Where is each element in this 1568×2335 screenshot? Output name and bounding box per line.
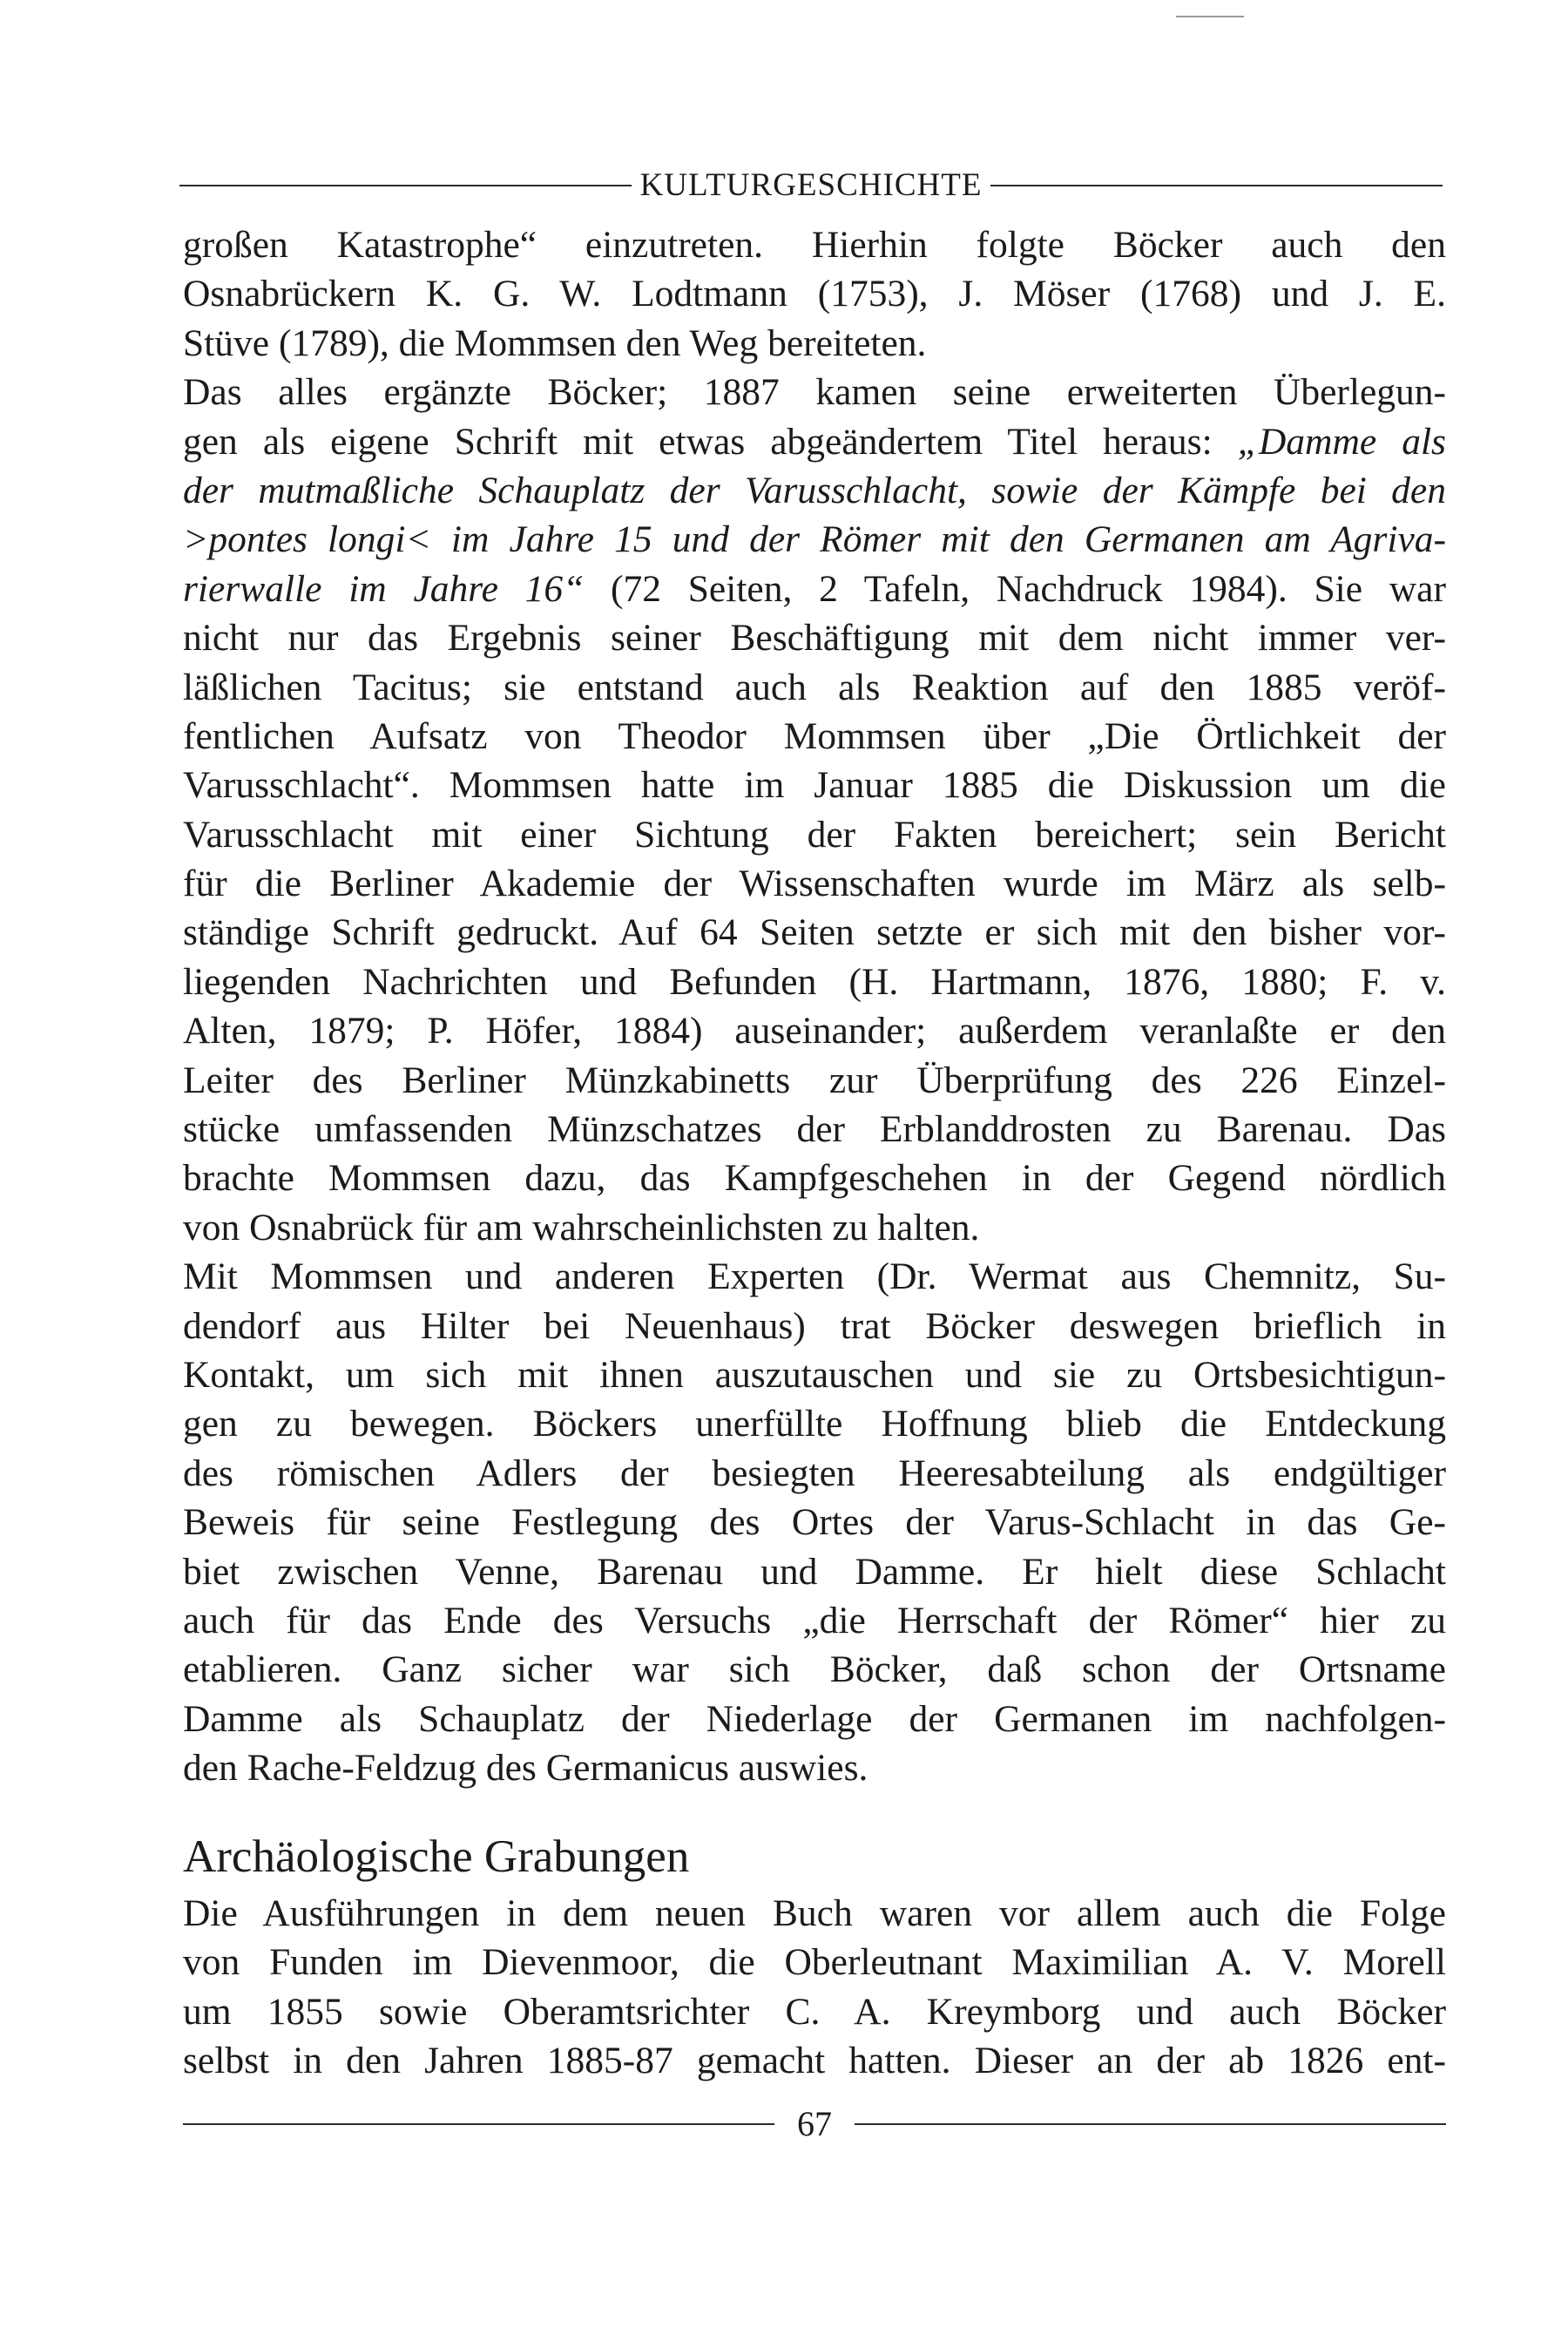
text-run: Beweis für seine Festlegung des Ortes der Varus-Schlacht in das Ge- [183, 1501, 1446, 1544]
text-line [183, 810, 1446, 859]
text-line [183, 417, 1446, 466]
text-line [183, 1006, 1446, 1055]
text-run: liegenden Nachrichten und Befunden (H. Hartmann, 1876, 1880; F. v. [183, 960, 1446, 1003]
text-run: gen zu bewegen. Böckers unerfüllte Hoffnung blieb die Entdeckung [183, 1403, 1446, 1445]
text-run: für die Berliner Akademie der Wissenschaften wurde im März als selb- [183, 863, 1446, 905]
section-heading: Archäologische Grabungen [183, 1831, 690, 1882]
section-text [183, 1889, 1446, 2086]
text-line [183, 565, 1446, 613]
text-line [183, 663, 1446, 712]
text-run: Osnabrückern K. G. W. Lodtmann (1753), J. Möser (1768) und J. E. [183, 273, 1446, 315]
text-line [183, 1743, 1446, 1792]
text-run: stücke umfassenden Münzschatzes der Erblanddrosten zu Barenau. Das [183, 1108, 1446, 1151]
text-line: Die Ausführungen in dem neuen Buch waren vor allem auch die Folge [183, 1892, 1446, 1934]
text-line [183, 269, 1446, 318]
text-line [183, 1547, 1446, 1596]
text-line [183, 1645, 1446, 1694]
text-run: biet zwischen Venne, Barenau und Damme. Er hielt diese Schlacht [183, 1550, 1446, 1593]
footer-rule-right [855, 2123, 1446, 2125]
text-run: ständige Schrift gedruckt. Auf 64 Seiten setzte er sich mit den bisher vor- [183, 911, 1446, 954]
scan-edge-mark [1176, 16, 1244, 17]
text-line [183, 1252, 1446, 1301]
text-line [183, 908, 1446, 957]
text-run: etablieren. Ganz sicher war sich Böcker, daß schon der Ortsname [183, 1648, 1446, 1691]
text-run: (72 Seiten, 2 Tafeln, Nachdruck 1984). Sie war [584, 567, 1446, 610]
text-line [183, 1449, 1446, 1498]
text-line [183, 1302, 1446, 1350]
italic-run: >pontes longi< im Jahre 15 und der Römer mit den Germanen am Agriva- [183, 518, 1446, 561]
text-line: selbst in den Jahren 1885-87 gemacht hatten. Dieser an der ab 1826 ent- [183, 2040, 1446, 2082]
text-line [183, 1154, 1446, 1202]
header-rule-right [990, 185, 1443, 186]
text-line: von Funden im Dievenmoor, die Oberleutnant Maximilian A. V. Morell [183, 1941, 1446, 1984]
text-run: großen Katastrophe“ einzutreten. Hierhin folgte Böcker auch den [183, 224, 1446, 266]
text-run: Mit Mommsen und anderen Experten (Dr. Wermat aus Chemnitz, Su- [183, 1255, 1446, 1298]
text-run: brachte Mommsen dazu, das Kampfgeschehen in der Gegend nördlich [183, 1157, 1446, 1200]
text-run: auch für das Ende des Versuchs „die Herrschaft der Römer“ hier zu [183, 1599, 1446, 1641]
text-line [183, 613, 1446, 662]
text-line [183, 1695, 1446, 1743]
text-line [183, 1203, 1446, 1252]
text-line [183, 466, 1446, 515]
text-line [183, 368, 1446, 416]
text-line [183, 1056, 1446, 1105]
text-run: Damme als Schauplatz der Niederlage der Germanen im nachfolgen- [183, 1697, 1446, 1740]
text-run: den Rache-Feldzug des Germanicus auswies. [183, 1747, 868, 1790]
text-run: Kontakt, um sich mit ihnen auszutauschen und sie zu Ortsbesichtigun- [183, 1353, 1446, 1396]
text-run: nicht nur das Ergebnis seiner Beschäftigung mit dem nicht immer ver- [183, 617, 1446, 660]
text-run: Das alles ergänzte Böcker; 1887 kamen seine erweiterten Überlegun- [183, 371, 1446, 414]
text-run: Varusschlacht mit einer Sichtung der Fakten bereichert; sein Bericht [183, 813, 1446, 856]
header-rule-left [179, 185, 632, 186]
page-footer [183, 2098, 1446, 2150]
page-number: 67 [797, 2104, 832, 2143]
text-run: Varusschlacht“. Mommsen hatte im Januar 1885 die Diskussion um die [183, 764, 1446, 807]
text-run: dendorf aus Hilter bei Neuenhaus) trat Böcker deswegen brieflich in [183, 1304, 1446, 1347]
text-run: des römischen Adlers der besiegten Heeresabteilung als endgültiger [183, 1452, 1446, 1494]
text-line [183, 319, 1446, 368]
text-run: Alten, 1879; P. Höfer, 1884) auseinander; außerdem veranlaßte er den [183, 1010, 1446, 1052]
text-line [183, 1350, 1446, 1399]
running-title: KULTURGESCHICHTE [639, 167, 983, 203]
italic-run: „Damme als [1237, 420, 1446, 463]
running-header [179, 164, 1443, 207]
body-text [183, 220, 1446, 1793]
text-line [183, 1498, 1446, 1547]
text-run: Stüve (1789), die Mommsen den Weg bereiteten. [183, 321, 927, 364]
text-line [183, 958, 1446, 1006]
text-line [183, 761, 1446, 809]
footer-rule-left [183, 2123, 774, 2125]
italic-run: rierwalle im Jahre 16“ [183, 567, 585, 610]
text-run: fentlichen Aufsatz von Theodor Mommsen über „Die Örtlichkeit der [183, 714, 1446, 757]
text-line [183, 1105, 1446, 1154]
text-line [183, 515, 1446, 564]
italic-run: der mutmaßliche Schauplatz der Varusschlacht, sowie der Kämpfe bei den [183, 469, 1446, 511]
text-line [183, 220, 1446, 269]
text-line: um 1855 sowie Oberamtsrichter C. A. Kreymborg und auch Böcker [183, 1990, 1446, 2033]
text-run: von Osnabrück für am wahrscheinlichsten zu halten. [183, 1206, 980, 1249]
text-run: Leiter des Berliner Münzkabinetts zur Überprüfung des 226 Einzel- [183, 1059, 1446, 1101]
text-line [183, 712, 1446, 761]
text-line [183, 1399, 1446, 1448]
text-line [183, 1596, 1446, 1645]
text-run: läßlichen Tacitus; sie entstand auch als Reaktion auf den 1885 veröf- [183, 666, 1446, 708]
text-run: gen als eigene Schrift mit etwas abgeändertem Titel heraus: [183, 420, 1238, 463]
text-line [183, 859, 1446, 908]
